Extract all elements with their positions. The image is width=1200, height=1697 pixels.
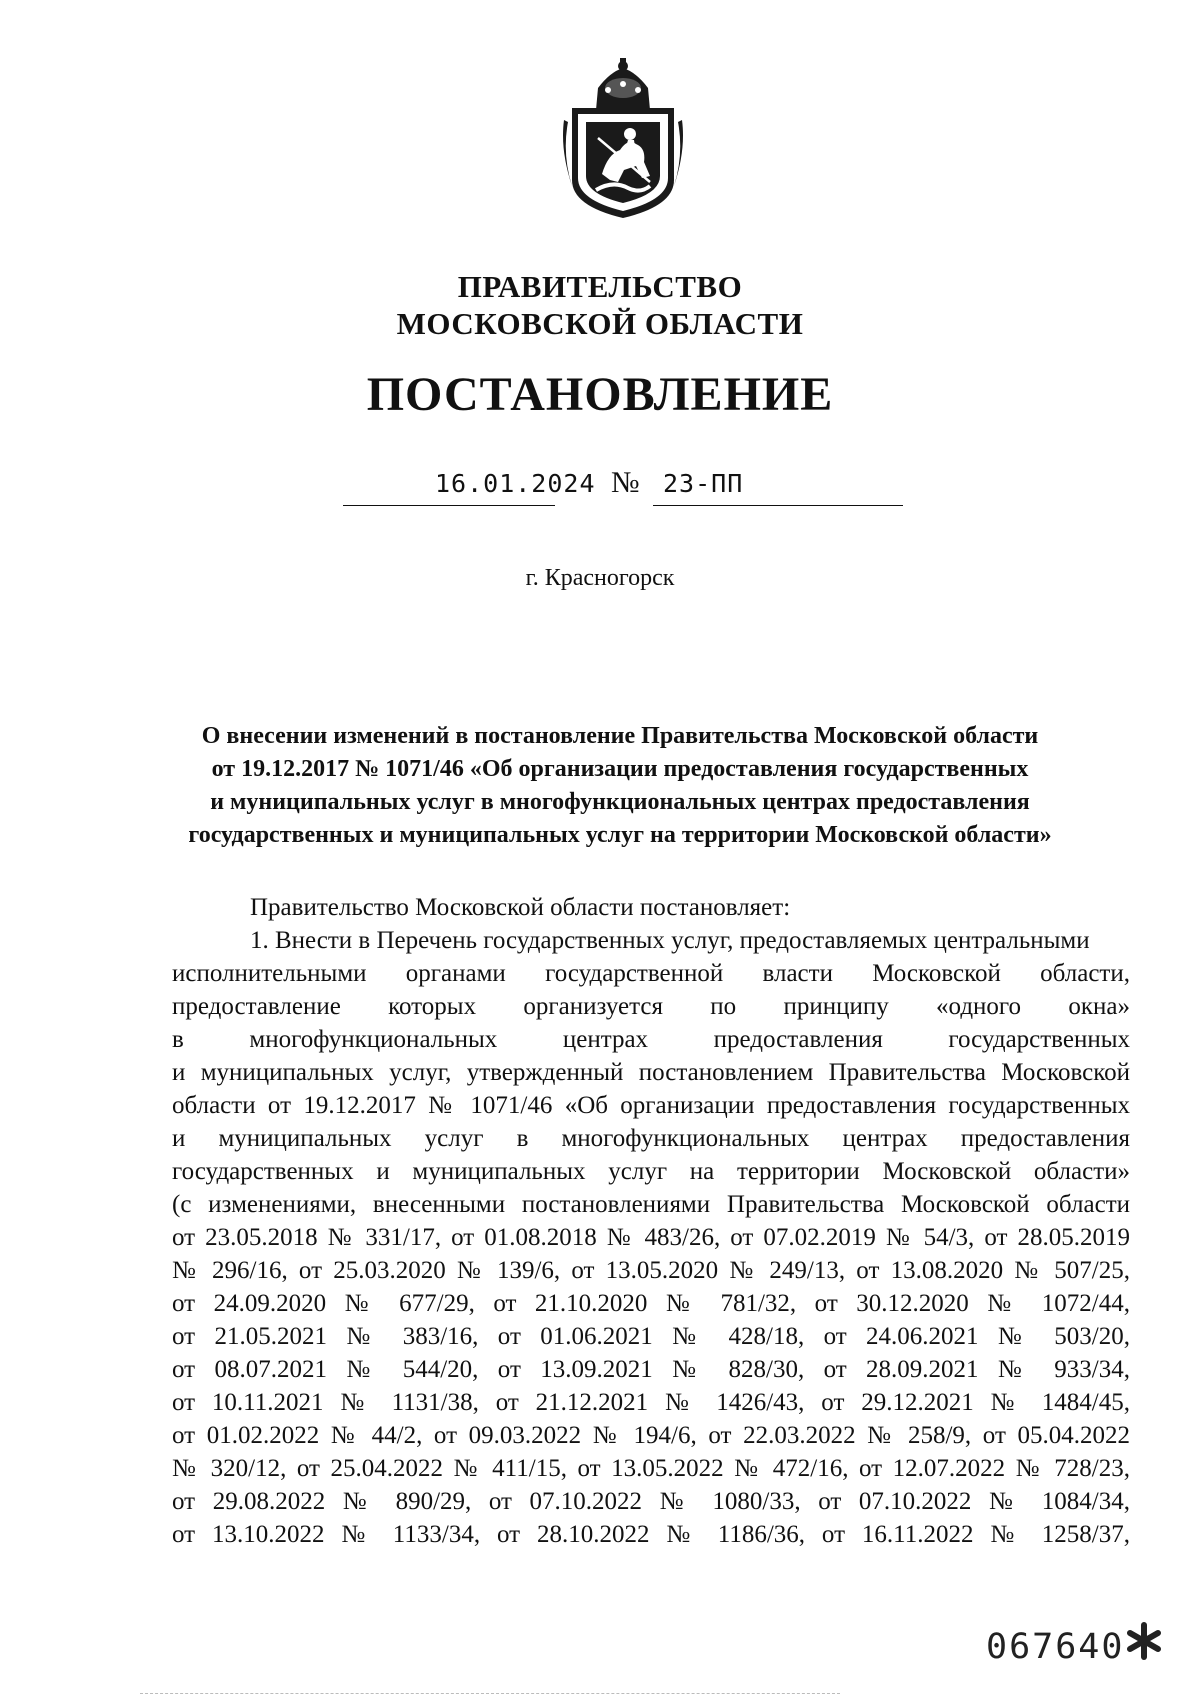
- body-line: от 29.08.2022 № 890/29, от 07.10.2022 № 1080/33, от 07.10.2022 № 1084/34,: [172, 1488, 1130, 1515]
- body-line: от 24.09.2020 № 677/29, от 21.10.2020 № 781/32, от 30.12.2020 № 1072/44,: [172, 1290, 1130, 1317]
- serial-number: 067640: [986, 1627, 1125, 1667]
- body-line: и муниципальных услуг в многофункциональных центрах предоставления: [172, 1125, 1130, 1152]
- body-line: от 21.05.2021 № 383/16, от 01.06.2021 № 428/18, от 24.06.2021 № 503/20,: [172, 1323, 1130, 1350]
- body-line: от 13.10.2022 № 1133/34, от 28.10.2022 № 1186/36, от 16.11.2022 № 1258/37,: [172, 1521, 1130, 1548]
- subject-line: О внесении изменений в постановление Правительства Московской области: [201, 723, 1039, 749]
- document-type-title: ПОСТАНОВЛЕНИЕ: [366, 368, 834, 421]
- body-line: и муниципальных услуг, утвержденный постановлением Правительства Московской: [172, 1059, 1130, 1086]
- body-line: исполнительными органами государственной власти Московской области,: [172, 960, 1130, 987]
- body-line: от 08.07.2021 № 544/20, от 13.09.2021 № 828/30, от 28.09.2021 № 933/34,: [172, 1356, 1130, 1383]
- body-line: от 10.11.2021 № 1131/38, от 21.12.2021 № 1426/43, от 29.12.2021 № 1484/45,: [172, 1389, 1130, 1416]
- scan-artifact-line: [140, 1693, 840, 1694]
- intro-paragraph: Правительство Московской области постановляет:: [250, 894, 791, 921]
- city: г. Красногорск: [525, 565, 675, 591]
- body-line: от 01.02.2022 № 44/2, от 09.03.2022 № 194/6, от 22.03.2022 № 258/9, от 05.04.2022: [172, 1422, 1130, 1449]
- date-number-row: [343, 466, 903, 509]
- document-number: 23-ПП: [663, 469, 744, 498]
- number-underline: [653, 505, 903, 506]
- date-underline: [343, 505, 555, 506]
- body-line: от 23.05.2018 № 331/17, от 01.08.2018 № 483/26, от 07.02.2019 № 54/3, от 28.05.2019: [172, 1224, 1130, 1251]
- body-line: (с изменениями, внесенными постановлениями Правительства Московской области: [172, 1191, 1130, 1218]
- subject-line: от 19.12.2017 № 1071/46 «Об организации предоставления государственных: [211, 756, 1029, 782]
- asterisk-icon: [1126, 1621, 1162, 1661]
- subject-line: государственных и муниципальных услуг на территории Московской области»: [188, 822, 1052, 848]
- body-line: 1. Внести в Перечень государственных услуг, предоставляемых центральными: [250, 927, 1090, 954]
- number-sign: №: [611, 466, 640, 499]
- government-name-line1: ПРАВИТЕЛЬСТВО: [457, 269, 743, 304]
- body-line: № 320/12, от 25.04.2022 № 411/15, от 13.05.2022 № 472/16, от 12.07.2022 № 728/23,: [172, 1455, 1130, 1482]
- body-line: государственных и муниципальных услуг на территории Московской области»: [172, 1158, 1130, 1185]
- moscow-oblast-coat-of-arms-icon: [558, 58, 688, 220]
- body-line: № 296/16, от 25.03.2020 № 139/6, от 13.05.2020 № 249/13, от 13.08.2020 № 507/25,: [172, 1257, 1130, 1284]
- subject-line: и муниципальных услуг в многофункциональных центрах предоставления: [210, 789, 1030, 815]
- body-line: в многофункциональных центрах предоставления государственных: [172, 1026, 1130, 1053]
- government-name-line2: МОСКОВСКОЙ ОБЛАСТИ: [396, 306, 804, 341]
- document-date: 16.01.2024: [435, 469, 596, 498]
- body-line: области от 19.12.2017 № 1071/46 «Об организации предоставления государственных: [172, 1092, 1130, 1119]
- body-line: предоставление которых организуется по принципу «одного окна»: [172, 993, 1130, 1020]
